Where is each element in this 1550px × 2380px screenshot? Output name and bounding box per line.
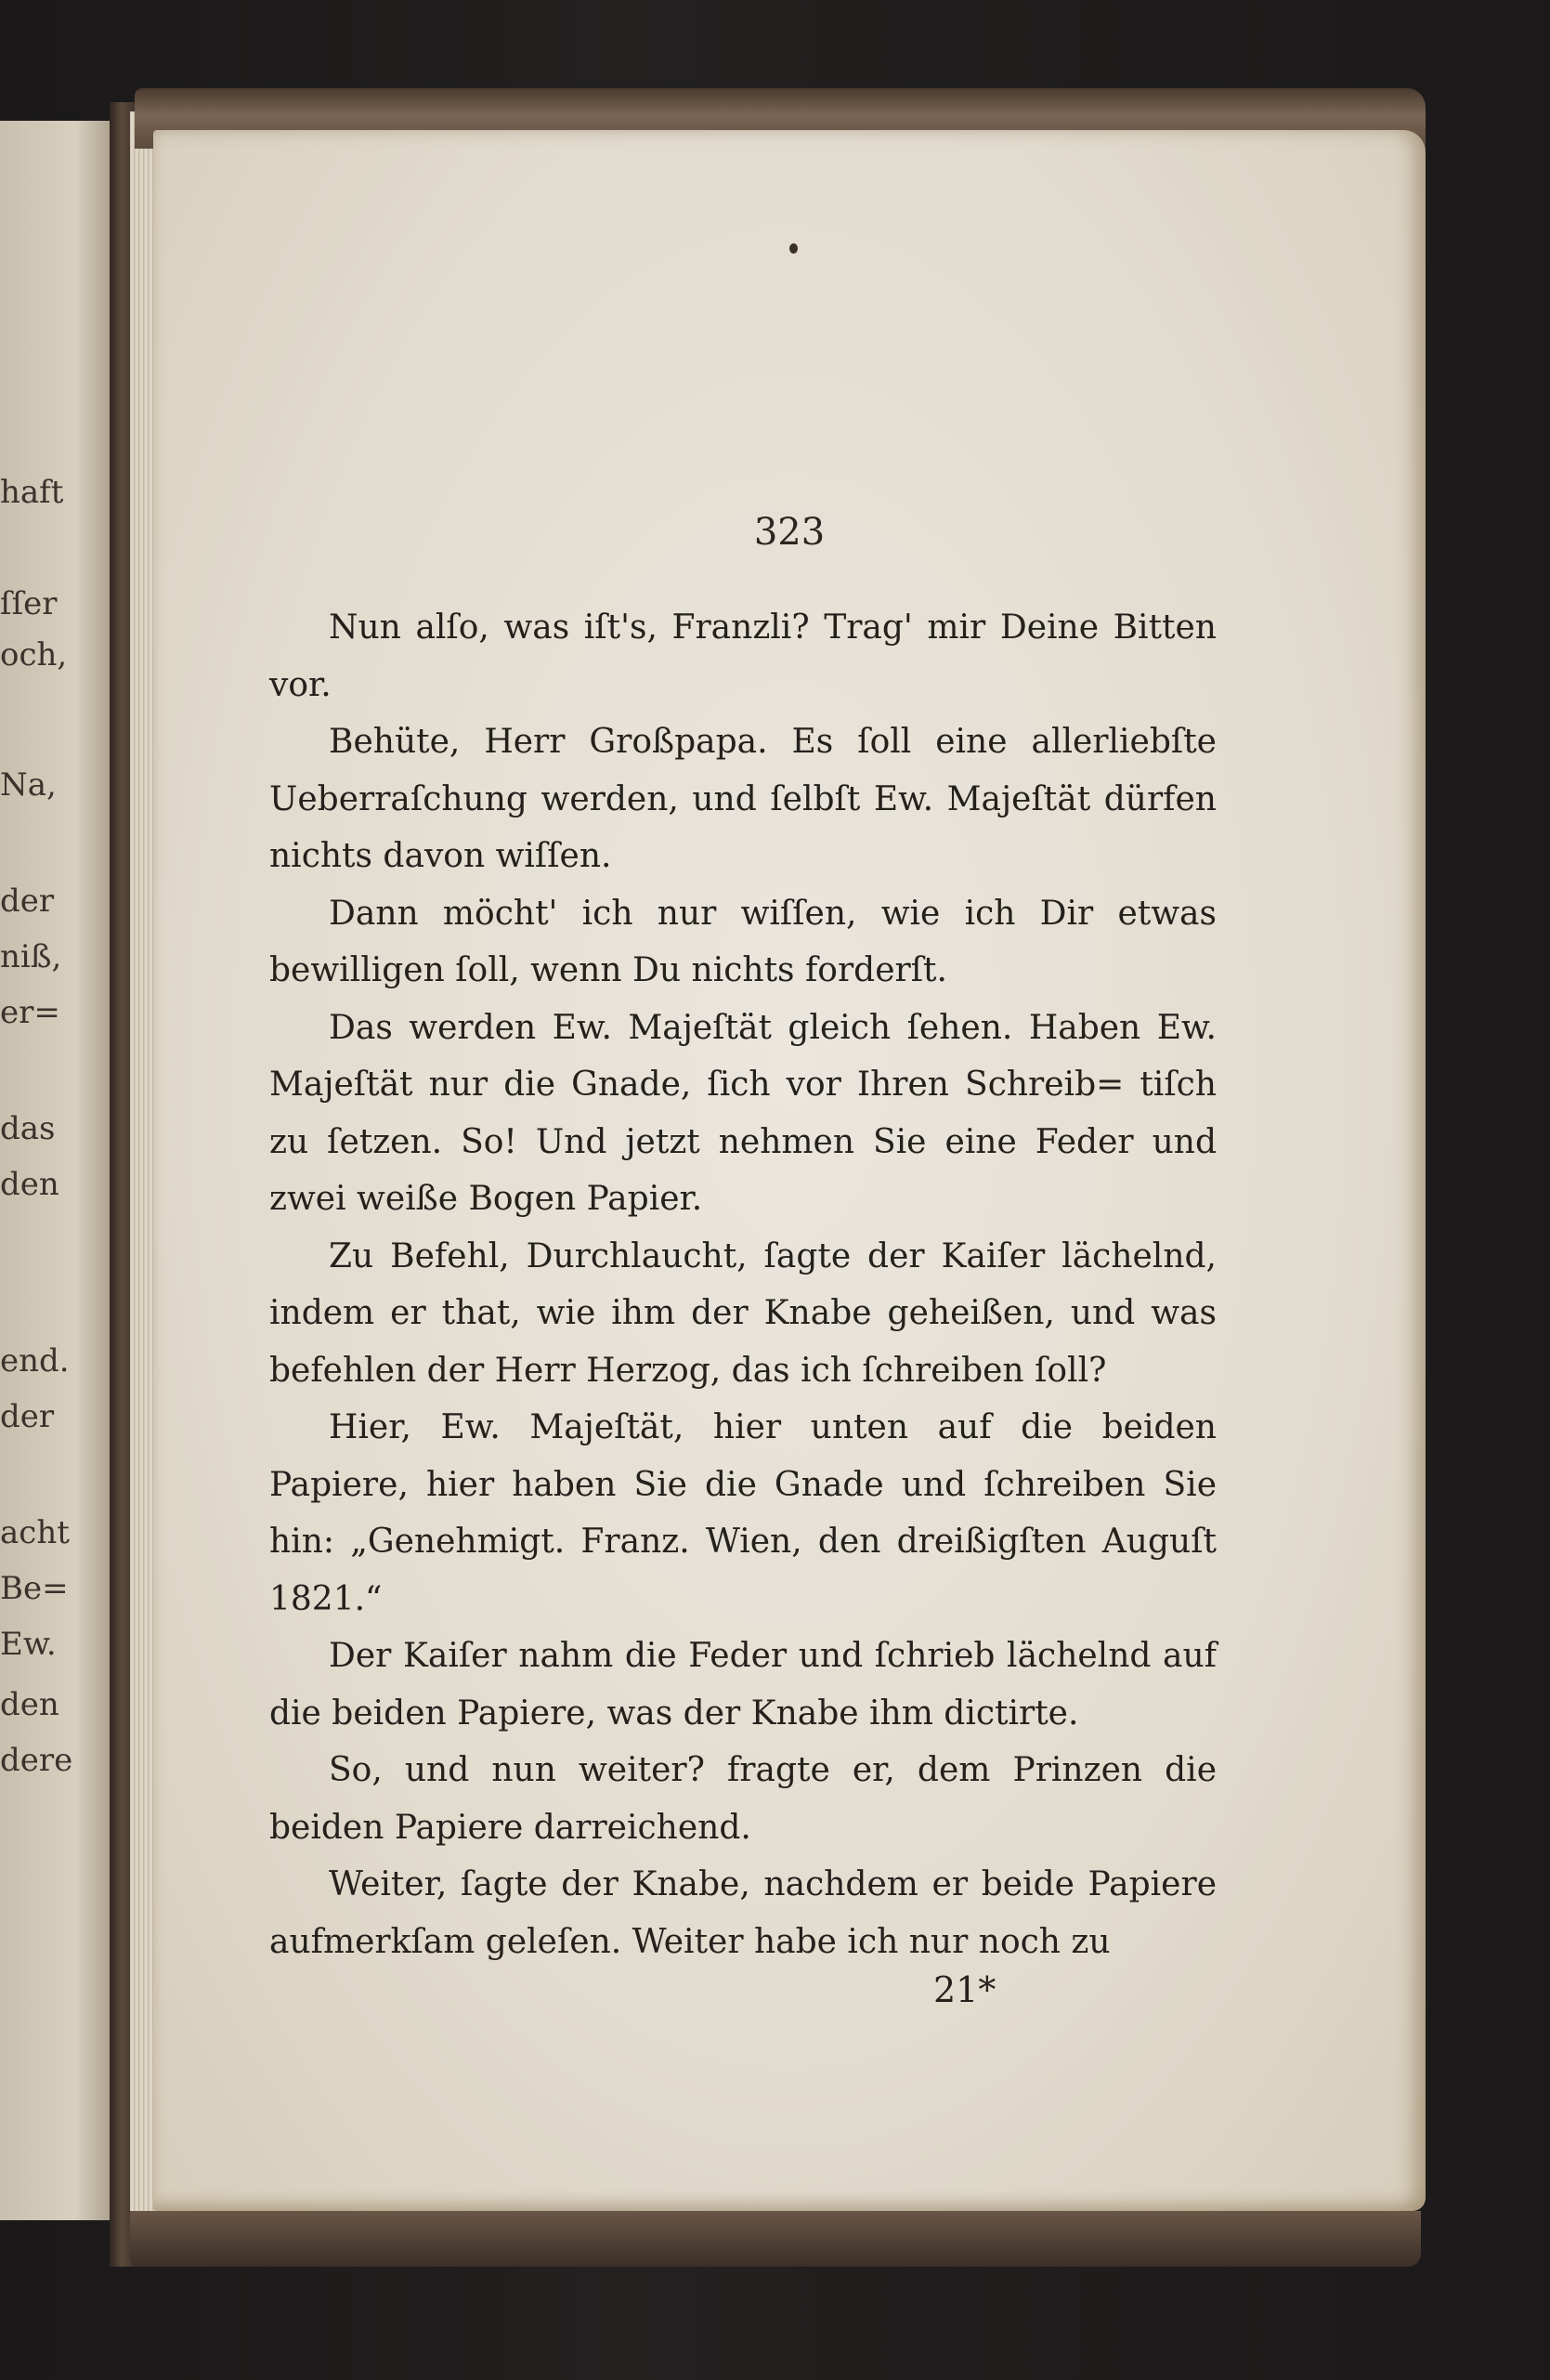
left-page-fragment: das — [0, 1110, 56, 1147]
paragraph: Nun alſo, was iſt's, Franzli? Trag' mir Deine Bitten vor. — [269, 608, 1217, 704]
paragraph: Dann möcht' ich nur wiſſen, wie ich Dir etwas bewilligen ſoll, wenn Du nichts forderſt. — [269, 894, 1217, 989]
paragraph: So, und nun weiter? fragte er, dem Prinzen die beiden Papiere darreichend. — [269, 1751, 1217, 1847]
paragraph: Hier, Ew. Majeſtät, hier unten auf die beiden Papiere, hier haben Sie die Gnade und ſchreiben Sie hin: „Genehmigt. Franz. Wien, den dreißigſten Auguſt 1821.“ — [269, 1408, 1217, 1618]
left-page-fragment: acht — [0, 1514, 70, 1551]
paragraph: Behüte, Herr Großpapa. Es ſoll eine allerliebſte Ueberraſchung werden, und ſelbſt Ew. Majeſtät dürfen nichts davon wiſſen. — [269, 723, 1217, 875]
body-text — [269, 599, 1217, 1970]
left-page-fragment: der — [0, 1398, 55, 1435]
paragraph: Weiter, ſagte der Knabe, nachdem er beide Papiere aufmerkſam geleſen. Weiter habe ich nur noch zu — [269, 1865, 1217, 1961]
left-page-fragment: haft — [0, 474, 64, 511]
left-page-fragment: dere — [0, 1742, 73, 1779]
left-page-fragment: Ew. — [0, 1626, 57, 1663]
left-page-fragment: niß, — [0, 938, 62, 975]
paragraph: Der Kaiſer nahm die Feder und ſchrieb lächelnd auf die beiden Papiere, was der Knabe ihm dictirte. — [269, 1637, 1217, 1733]
signature-mark: 21* — [933, 1969, 996, 2010]
left-page-fragment: den — [0, 1166, 59, 1203]
left-page-fragment: er= — [0, 994, 60, 1031]
ink-speck — [789, 243, 798, 254]
left-page-fragment: ſſer — [0, 585, 58, 622]
left-page — [0, 121, 125, 2220]
left-page-fragment: och, — [0, 636, 68, 673]
left-page-fragment: der — [0, 883, 55, 920]
left-page-fragment: Na, — [0, 766, 57, 804]
paragraph: Zu Befehl, Durchlaucht, ſagte der Kaiſer lächelnd, indem er that, wie ihm der Knabe geheißen, und was befehlen der Herr Herzog, das ich ſchreiben ſoll? — [269, 1236, 1217, 1390]
left-page-fragment: end. — [0, 1342, 70, 1380]
left-page-fragment: Be= — [0, 1570, 69, 1607]
left-page-fragment: den — [0, 1686, 59, 1723]
paragraph: Das werden Ew. Majeſtät gleich ſehen. Haben Ew. Majeſtät nur die Gnade, ſich vor Ihren Schreib= tiſch zu ſetzen. So! Und jetzt nehmen Sie eine Feder und zwei weiße Bogen Papier. — [269, 1008, 1217, 1218]
page-number: 323 — [753, 511, 826, 554]
bottom-cover-edge — [130, 2211, 1421, 2267]
right-page — [153, 130, 1426, 2211]
